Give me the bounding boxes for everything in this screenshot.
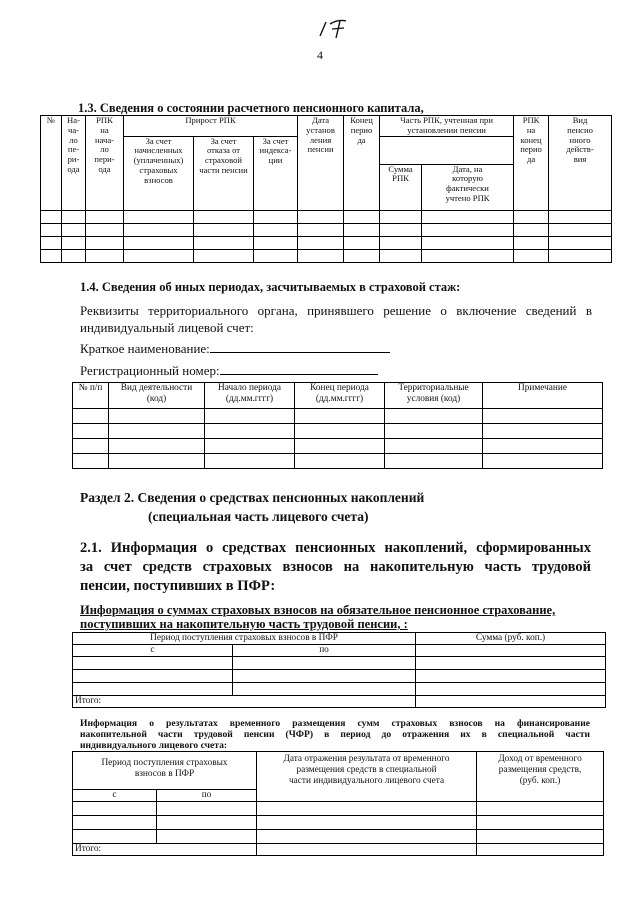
temporary-placement-table bbox=[72, 751, 604, 856]
col-to-header: по bbox=[233, 645, 416, 657]
territorial-body-paragraph bbox=[80, 302, 592, 336]
col-number-header: № bbox=[41, 116, 62, 211]
col-period-start-header: На- ча- ло пе- ри- ода bbox=[62, 116, 86, 211]
col-pension-type-header: Вид пенсио нного действ- вия bbox=[549, 116, 612, 211]
table-row bbox=[73, 657, 606, 670]
col-note-header: Примечание bbox=[483, 383, 603, 409]
other-periods-table bbox=[72, 382, 603, 469]
short-name-line bbox=[210, 340, 390, 353]
handwritten-page-mark bbox=[316, 14, 356, 40]
col-growth-refusal-header: За счет отказа от страховой части пенсии bbox=[194, 136, 254, 210]
col-income-header: Доход от временного размещения средств, (руб. коп.) bbox=[477, 752, 604, 802]
contributions-table bbox=[72, 632, 606, 708]
col-date-header: Дата отражения результата от временного размещения средств в специальной части индивидуального лицевого счета bbox=[257, 752, 477, 802]
table-row bbox=[73, 439, 603, 454]
short-name-field bbox=[80, 340, 390, 357]
section-2-1-line-2: за счет средств страховых взносов на накопительную часть трудовой bbox=[80, 559, 591, 575]
col-period-header: Период поступления страховых взносов в ПФР bbox=[73, 752, 257, 790]
col-growth-header: Прирост РПК bbox=[124, 116, 298, 137]
table-row bbox=[73, 816, 604, 830]
section-2-title bbox=[80, 488, 424, 526]
short-name-label: Краткое наименование: bbox=[80, 341, 210, 356]
table-row bbox=[73, 409, 603, 424]
col-growth-index-header: За счет индекса- ции bbox=[254, 136, 298, 210]
table-row bbox=[73, 424, 603, 439]
reg-number-line bbox=[220, 362, 378, 375]
col-activity-header: Вид деятельности (код) bbox=[109, 383, 205, 409]
reg-number-field bbox=[80, 362, 378, 379]
section-2-1-line-1: 2.1. Информация о средствах пенсионных накоплений, сформированных bbox=[80, 540, 591, 556]
col-sum-rpk-header: Сумма РПК bbox=[380, 164, 422, 210]
col-from-header: с bbox=[73, 645, 233, 657]
table-row bbox=[41, 236, 612, 249]
col-period-header: Период поступления страховых взносов в ПФР bbox=[73, 633, 416, 645]
temporary-placement-info bbox=[80, 718, 590, 751]
section-2-line-2: (специальная часть лицевого счета) bbox=[148, 509, 369, 524]
contributions-info-title bbox=[80, 603, 555, 631]
section-2-1-line-3: пенсии, поступивших в ПФР: bbox=[80, 578, 276, 594]
contributions-info-line-1: Информация о суммах страховых взносов на обязательное пенсионное страхование, bbox=[80, 603, 556, 617]
col-to-header: по bbox=[157, 790, 257, 802]
col-start-header: Начало периода (дд.мм.гггг) bbox=[205, 383, 295, 409]
table-row bbox=[41, 210, 612, 223]
col-rpk-start-header: РПК на нача- ло пери- ода bbox=[86, 116, 124, 211]
temporary-placement-line-3: индивидуального лицевого счета: bbox=[80, 740, 228, 751]
col-territorial-header: Территориальные условия (код) bbox=[385, 383, 483, 409]
col-rpk-end-header: РПК на конец перио да bbox=[514, 116, 549, 211]
reg-number-label: Регистрационный номер: bbox=[80, 363, 220, 378]
col-part-rpk-header: Часть РПК, учтенная при установлении пенсии bbox=[380, 116, 514, 137]
col-from-header: с bbox=[73, 790, 157, 802]
temporary-placement-line-1: Информация о результатах временного размещения сумм страховых взносов на финансирование bbox=[80, 718, 590, 729]
section-1-4-title: 1.4. Сведения об иных периодах, засчитываемых в страховой стаж: bbox=[80, 280, 461, 294]
table-row bbox=[73, 683, 606, 696]
col-sum-header: Сумма (руб. коп.) bbox=[416, 633, 606, 645]
section-2-line-1: Раздел 2. Сведения о средствах пенсионных накоплений bbox=[80, 490, 425, 505]
table-row bbox=[41, 249, 612, 262]
total-label: Итого: bbox=[73, 696, 416, 708]
total-label: Итого: bbox=[73, 844, 257, 856]
col-period-end-header: Конец перио да bbox=[344, 116, 380, 211]
col-growth-accrued-header: За счет начисленных (уплаченных) страховых взносов bbox=[124, 136, 194, 210]
table-row bbox=[41, 223, 612, 236]
section-2-1-title bbox=[80, 539, 591, 596]
paragraph-line-2: индивидуальный лицевой счет: bbox=[80, 320, 254, 335]
section-1-3-title: 1.3. Сведения о состоянии расчетного пенсионного капитала, bbox=[78, 101, 424, 115]
temporary-placement-line-2: накопительной части трудовой пенсии (ЧФР) в период до отражения их в специальной части bbox=[80, 729, 590, 740]
page-number: 4 bbox=[317, 48, 323, 62]
table-row bbox=[73, 454, 603, 469]
col-date-actual-header: Дата, на которую фактически учтено РПК bbox=[422, 164, 514, 210]
contributions-info-line-2: поступивших на накопительную часть трудовой пенсии, : bbox=[80, 617, 408, 631]
paragraph-line-1: Реквизиты территориального органа, принявшего решение о включение сведений в bbox=[80, 303, 592, 318]
table-row bbox=[73, 670, 606, 683]
table-row bbox=[73, 802, 604, 816]
col-number-header: № п/п bbox=[73, 383, 109, 409]
pension-capital-table bbox=[40, 115, 612, 263]
table-row bbox=[73, 830, 604, 844]
col-end-header: Конец периода (дд.мм.гггг) bbox=[295, 383, 385, 409]
col-date-set-header: Дата установ ления пенсии bbox=[298, 116, 344, 211]
